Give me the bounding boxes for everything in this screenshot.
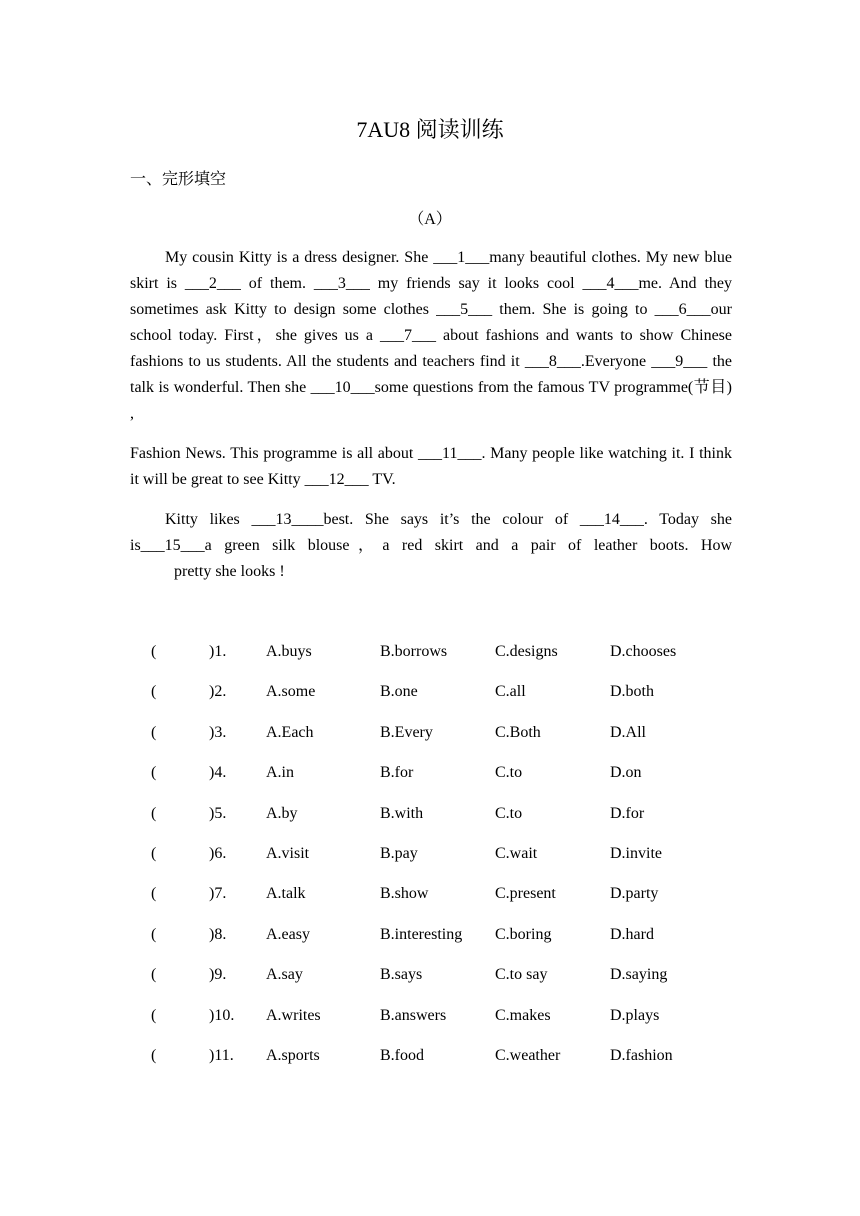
question-bracket: (	[151, 1006, 157, 1024]
option-a: A.Each	[266, 723, 314, 741]
question-row	[0, 966, 860, 1006]
option-a: A.writes	[266, 1006, 321, 1024]
question-bracket: (	[151, 764, 157, 782]
option-c: C.makes	[495, 1006, 551, 1024]
option-a: A.by	[266, 804, 298, 822]
question-bracket: (	[151, 804, 157, 822]
passage-label: （A）	[408, 211, 452, 228]
option-d: D.saying	[610, 966, 668, 984]
option-a: A.sports	[266, 1047, 320, 1064]
option-b: B.says	[380, 966, 423, 984]
question-row	[0, 683, 860, 723]
option-c: C.boring	[495, 925, 552, 943]
question-bracket: (	[151, 925, 157, 943]
question-bracket: (	[151, 966, 157, 984]
question-row	[0, 643, 860, 683]
option-b: B.one	[380, 683, 418, 701]
option-a: A.buys	[266, 643, 312, 660]
question-row	[0, 805, 860, 845]
option-d: D.plays	[610, 1006, 660, 1024]
passage-paragraph-3-tail: pretty she looks !	[174, 563, 285, 580]
question-row	[0, 885, 860, 925]
question-number: )4.	[209, 764, 227, 782]
question-number: )8.	[209, 925, 227, 943]
option-c: C.present	[495, 885, 556, 903]
question-number: )9.	[209, 966, 227, 984]
option-b: B.for	[380, 764, 414, 782]
page-title: 7AU8 阅读训练	[356, 117, 504, 142]
option-c: C.all	[495, 683, 526, 701]
option-b: B.pay	[380, 845, 418, 862]
option-d: D.All	[610, 723, 646, 741]
option-a: A.say	[266, 966, 303, 984]
option-b: B.Every	[380, 723, 433, 741]
question-row	[0, 764, 860, 804]
question-number: )3.	[209, 723, 227, 741]
question-number: )11.	[209, 1047, 234, 1064]
option-d: D.both	[610, 683, 654, 701]
option-b: B.food	[380, 1047, 424, 1064]
option-a: A.some	[266, 683, 316, 701]
question-row	[0, 926, 860, 966]
question-number: )6.	[209, 845, 227, 862]
option-c: C.to say	[495, 966, 548, 984]
question-number: )2.	[209, 683, 227, 701]
option-d: D.invite	[610, 845, 662, 862]
question-number: )5.	[209, 804, 227, 822]
option-c: C.designs	[495, 643, 558, 660]
option-a: A.visit	[266, 845, 310, 862]
option-b: B.with	[380, 804, 424, 822]
question-bracket: (	[151, 683, 157, 701]
question-bracket: (	[151, 885, 157, 903]
question-bracket: (	[151, 723, 157, 741]
passage-paragraph-3	[130, 507, 732, 585]
option-c: C.wait	[495, 845, 538, 862]
passage-paragraph-2: Fashion News. This programme is all about ___11___. Many people like watching it. I think it will be great to see Kitty ___12___ TV.	[130, 445, 732, 488]
option-d: D.fashion	[610, 1047, 673, 1064]
option-d: D.on	[610, 764, 642, 782]
option-b: B.interesting	[380, 925, 463, 943]
question-row	[0, 1007, 860, 1047]
option-c: C.Both	[495, 723, 541, 741]
option-d: D.for	[610, 804, 645, 822]
option-c: C.to	[495, 804, 523, 822]
question-bracket: (	[151, 1047, 157, 1064]
option-d: D.hard	[610, 925, 654, 943]
section-heading: 一、完形填空	[130, 171, 227, 188]
passage-paragraph-1: My cousin Kitty is a dress designer. She ___1___many beautiful clothes. My new blue skirt is ___2___ of them. ___3___ my friends say it looks cool ___4___me. And they sometimes ask Kitty to design some clothes ___5___ them. She is going to ___6___our school today. First，she gives us a ___7___ about fashions and wants to show Chinese fashions to us students. All the students and teachers find it ___8___.Everyone ___9___ the talk is wonderful. Then she ___10___some questions from the famous TV programme(节目) ,	[130, 249, 732, 422]
question-number: )1.	[209, 643, 227, 660]
passage-paragraph-3-main: Kitty likes ___13____best. She says it’s the colour of ___14___. Today she is___15___a green silk blouse，a red skirt and a pair of leather boots. How	[130, 511, 732, 554]
option-a: A.talk	[266, 885, 306, 903]
option-a: A.easy	[266, 925, 310, 943]
question-row	[0, 1047, 860, 1087]
option-b: B.answers	[380, 1006, 447, 1024]
option-c: C.weather	[495, 1047, 561, 1064]
question-bracket: (	[151, 643, 157, 660]
option-d: D.chooses	[610, 643, 677, 660]
question-row	[0, 724, 860, 764]
option-b: B.show	[380, 885, 429, 903]
option-a: A.in	[266, 764, 294, 782]
option-b: B.borrows	[380, 643, 448, 660]
question-number: )10.	[209, 1006, 235, 1024]
question-number: )7.	[209, 885, 227, 903]
option-d: D.party	[610, 885, 659, 903]
question-bracket: (	[151, 845, 157, 862]
question-row	[0, 845, 860, 885]
option-c: C.to	[495, 764, 523, 782]
